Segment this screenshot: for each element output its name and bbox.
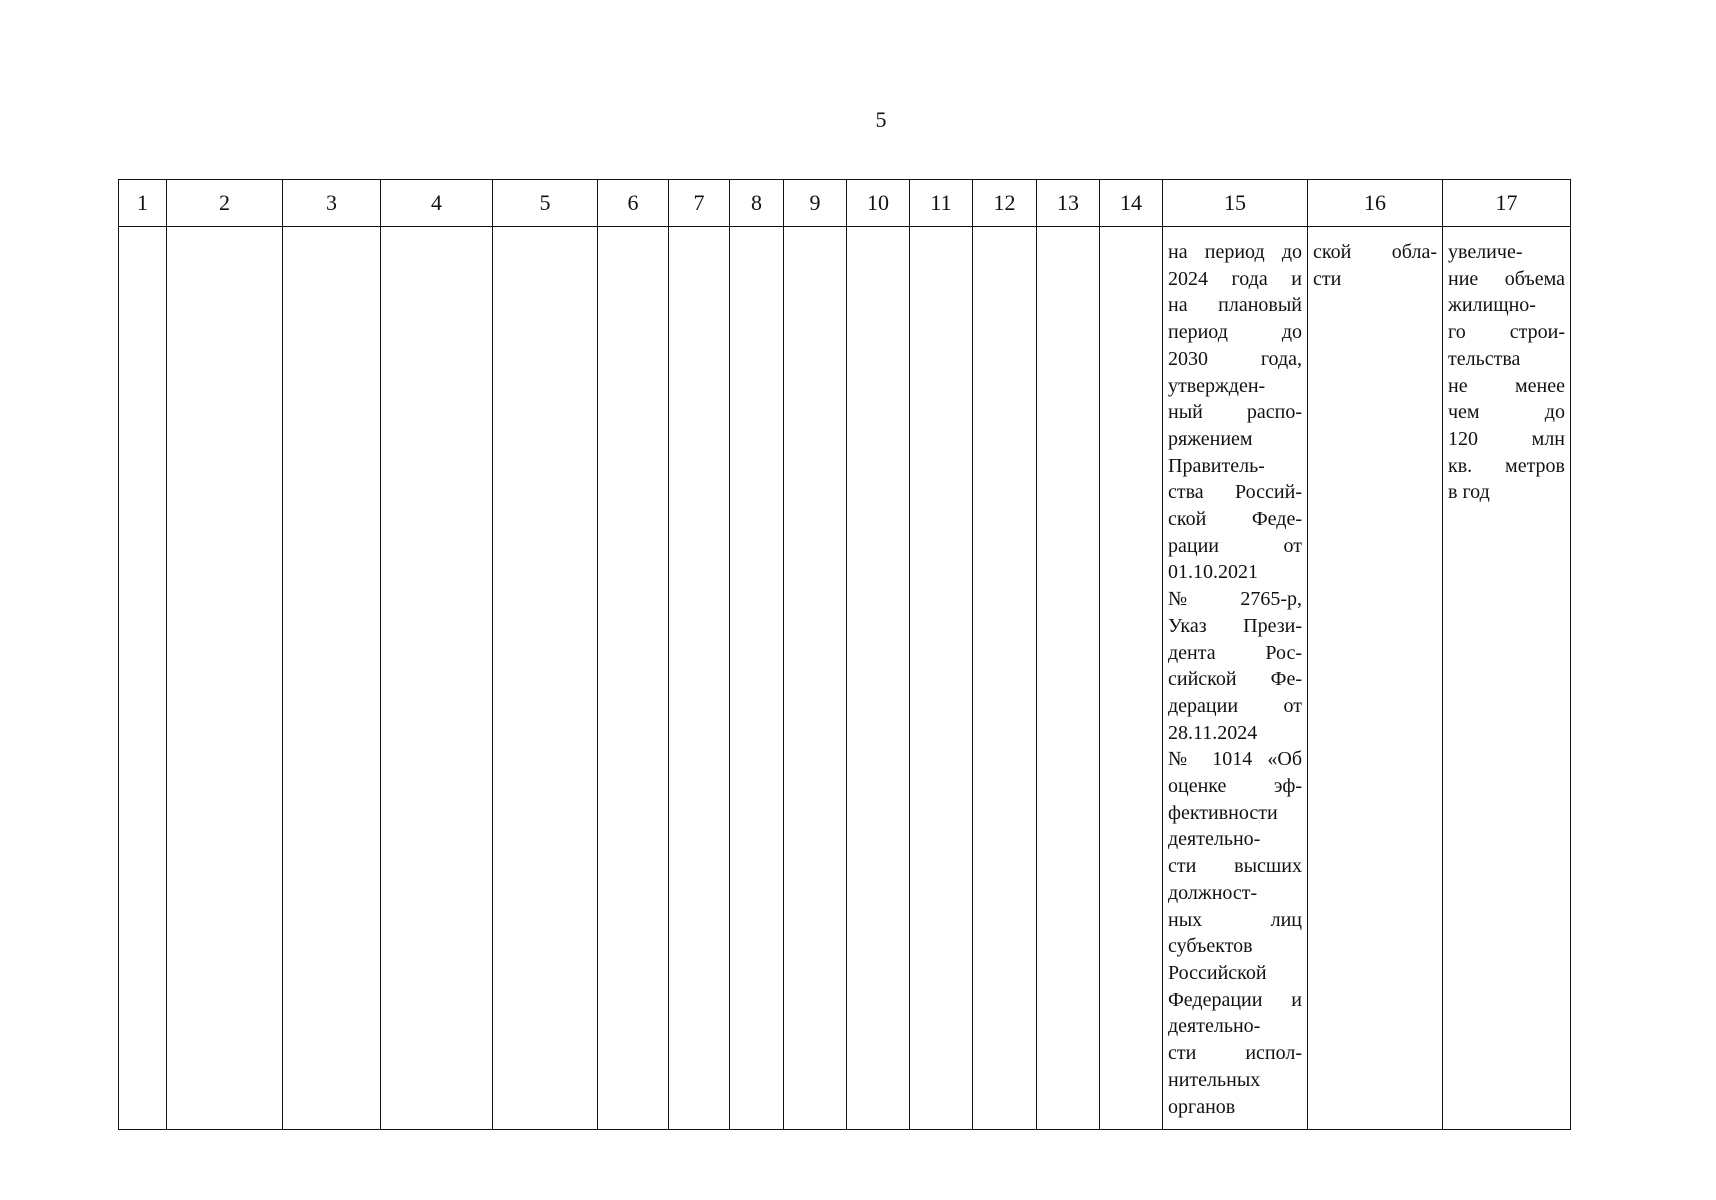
text-line: период до (1168, 321, 1302, 344)
header-cell-15: 15 (1163, 180, 1308, 227)
cell-col-16-text (1308, 227, 1442, 292)
text-line: ряжением (1168, 427, 1253, 450)
header-cell-5: 5 (493, 180, 598, 227)
text-line: утвержден- (1168, 374, 1266, 397)
text-line: ской Феде- (1168, 508, 1302, 531)
text-line: го строи- (1448, 321, 1565, 344)
cell-col-7 (669, 227, 730, 1130)
cell-col-4 (381, 227, 493, 1130)
cell-col-8 (730, 227, 784, 1130)
cell-col-13 (1037, 227, 1100, 1130)
text-line: Указ Прези- (1168, 614, 1302, 637)
text-line: не менее (1448, 374, 1565, 397)
text-line: Правитель- (1168, 454, 1265, 477)
cell-col-10 (847, 227, 910, 1130)
text-line: 2024 года и (1168, 267, 1302, 290)
text-line: на период до (1168, 241, 1302, 263)
text-line: на плановый (1168, 294, 1302, 317)
text-line: чем до (1448, 401, 1565, 424)
text-line: Российской (1168, 961, 1267, 984)
text-line: 2030 года, (1168, 347, 1302, 370)
text-line: рации от (1168, 534, 1302, 557)
text-line: в год (1448, 481, 1490, 504)
header-cell-16: 16 (1308, 180, 1443, 227)
header-cell-2: 2 (167, 180, 283, 227)
header-cell-10: 10 (847, 180, 910, 227)
text-line: кв. метров (1448, 454, 1565, 477)
text-line: сти высших (1168, 855, 1302, 878)
text-line: Федерации и (1168, 988, 1302, 1011)
header-cell-13: 13 (1037, 180, 1100, 227)
cell-col-15 (1163, 227, 1308, 1130)
text-line: тельства (1448, 347, 1521, 370)
header-cell-3: 3 (283, 180, 381, 227)
text-line: ный распо- (1168, 401, 1302, 424)
cell-col-11 (910, 227, 973, 1130)
text-line: дерации от (1168, 694, 1302, 717)
header-row (119, 180, 1571, 227)
text-line: должност- (1168, 881, 1258, 904)
text-line: 01.10.2021 (1168, 561, 1258, 584)
header-cell-1: 1 (119, 180, 167, 227)
cell-col-17 (1443, 227, 1571, 1130)
cell-col-14 (1100, 227, 1163, 1130)
text-line: нительных (1168, 1068, 1261, 1091)
text-line: № 2765-р, (1168, 588, 1302, 611)
text-line: дента Рос- (1168, 641, 1302, 664)
text-line: органов (1168, 1095, 1236, 1118)
cell-col-12 (973, 227, 1037, 1130)
text-line: жилищно- (1448, 294, 1536, 317)
cell-col-16 (1308, 227, 1443, 1130)
header-cell-11: 11 (910, 180, 973, 227)
cell-col-5 (493, 227, 598, 1130)
cell-col-17-text (1443, 227, 1570, 506)
text-line: ства Россий- (1168, 481, 1302, 504)
text-line: № 1014 «Об (1168, 748, 1302, 771)
text-line: фективности (1168, 801, 1278, 824)
header-cell-14: 14 (1100, 180, 1163, 227)
header-cell-4: 4 (381, 180, 493, 227)
cell-col-6 (598, 227, 669, 1130)
cell-col-3 (283, 227, 381, 1130)
header-cell-7: 7 (669, 180, 730, 227)
page-number: 5 (875, 107, 887, 132)
cell-col-1 (119, 227, 167, 1130)
text-line: 120 млн (1448, 427, 1565, 450)
data-table (118, 179, 1571, 1130)
text-line: деятельно- (1168, 828, 1261, 851)
header-cell-9: 9 (784, 180, 847, 227)
cell-col-15-text (1163, 227, 1307, 1120)
text-line: 28.11.2024 (1168, 721, 1258, 744)
header-cell-17: 17 (1443, 180, 1571, 227)
text-line: деятельно- (1168, 1015, 1261, 1038)
text-line: сийской Фе- (1168, 668, 1302, 691)
table-row (119, 227, 1571, 1130)
cell-col-2 (167, 227, 283, 1130)
header-cell-8: 8 (730, 180, 784, 227)
header-cell-12: 12 (973, 180, 1037, 227)
cell-col-9 (784, 227, 847, 1130)
text-line: оценке эф- (1168, 775, 1302, 798)
text-line: сти (1313, 267, 1342, 290)
text-line: субъектов (1168, 935, 1253, 958)
header-cell-6: 6 (598, 180, 669, 227)
text-line: увеличе- (1448, 241, 1523, 263)
text-line: сти испол- (1168, 1042, 1302, 1065)
text-line: ных лиц (1168, 908, 1302, 931)
text-line: ской обла- (1313, 241, 1437, 263)
text-line: ние объема (1448, 267, 1565, 290)
